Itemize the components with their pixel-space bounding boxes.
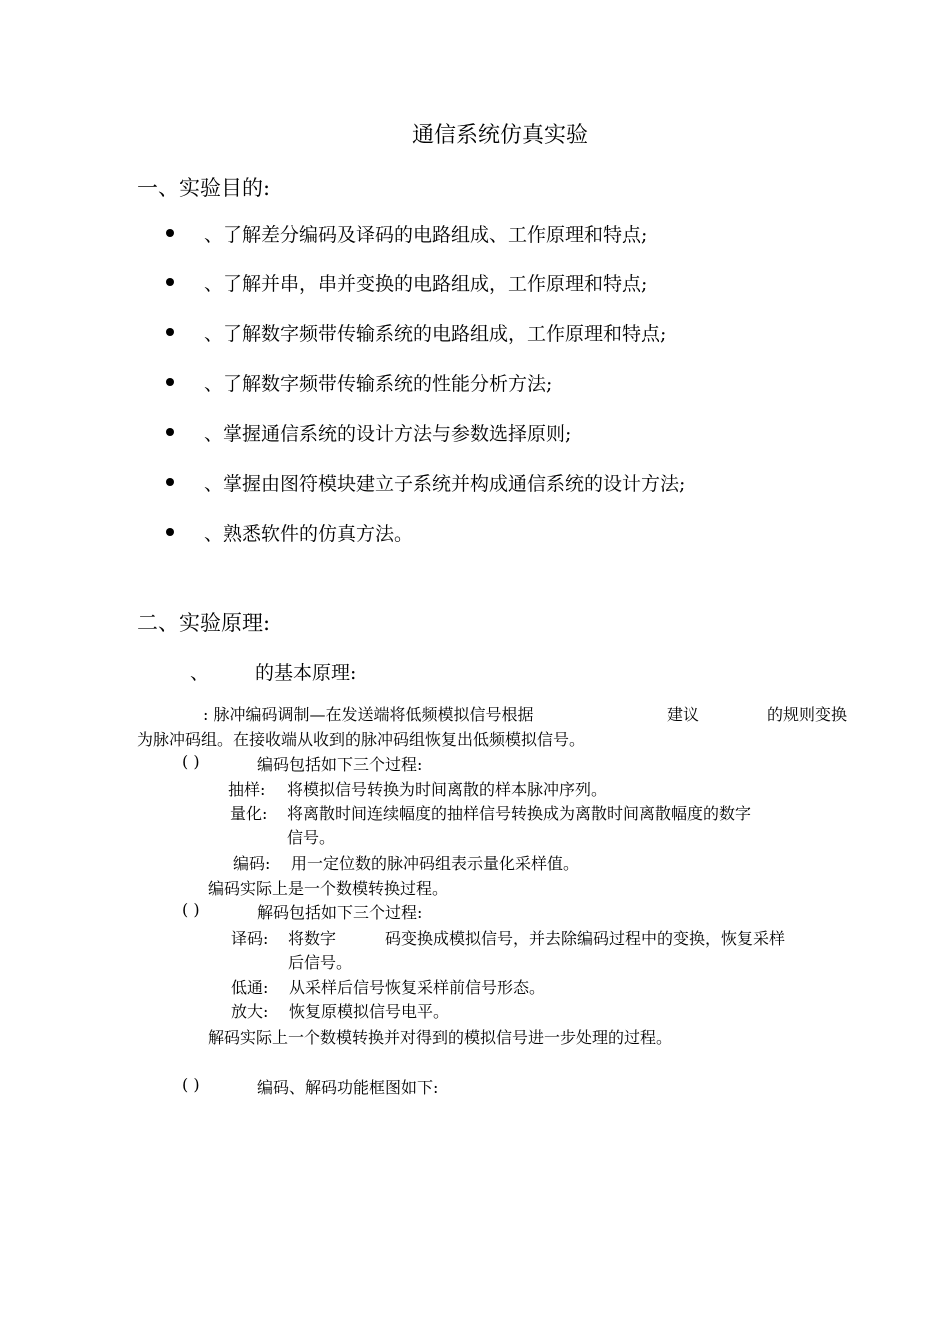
process-label: 抽样:: [228, 780, 266, 799]
bullet-icon: [166, 478, 174, 486]
list-item: 、掌握通信系统的设计方法与参数选择原则;: [204, 423, 572, 445]
process-text: 码变换成模拟信号，并去除编码过程中的变换，恢复采样: [385, 929, 786, 948]
process-text: 用一定位数的脉冲码组表示量化采样值。: [291, 854, 580, 873]
part-title: 编码包括如下三个过程:: [257, 755, 423, 774]
bullet-icon: [166, 528, 174, 536]
process-text: 将离散时间连续幅度的抽样信号转换成为离散时间离散幅度的数字: [287, 804, 752, 823]
process-label: 放大:: [231, 1002, 269, 1021]
intro-text: : 脉冲编码调制—在发送端将低频模拟信号根据: [203, 705, 534, 724]
process-label: 编码:: [233, 854, 271, 873]
page-title: 通信系统仿真实验: [411, 123, 588, 148]
list-item: 、熟悉软件的仿真方法。: [204, 523, 414, 545]
process-label: 量化:: [230, 804, 268, 823]
process-text: 后信号。: [288, 953, 353, 972]
paren-number: ( ): [182, 752, 200, 771]
paren-number: ( ): [182, 900, 200, 919]
bullet-icon: [166, 428, 174, 436]
list-item: 、了解数字频带传输系统的性能分析方法;: [204, 373, 553, 395]
part-title: 编码、解码功能框图如下:: [257, 1078, 439, 1097]
list-item: 、了解并串，串并变换的电路组成，工作原理和特点;: [204, 273, 648, 295]
process-text: 信号。: [287, 828, 336, 847]
process-text: 恢复原模拟信号电平。: [289, 1002, 450, 1021]
part-title: 解码包括如下三个过程:: [257, 903, 423, 922]
bullet-icon: [166, 378, 174, 386]
bullet-icon: [166, 328, 174, 336]
section2-heading: 二、实验原理:: [137, 611, 271, 635]
process-text: 将模拟信号转换为时间离散的样本脉冲序列。: [287, 780, 608, 799]
process-label: 译码:: [231, 929, 269, 948]
intro-text: 的规则变换: [767, 705, 848, 724]
list-item: 、了解数字频带传输系统的电路组成，工作原理和特点;: [204, 323, 667, 345]
bullet-icon: [166, 278, 174, 286]
section1-heading: 一、实验目的:: [137, 176, 271, 200]
list-item: 、了解差分编码及译码的电路组成、工作原理和特点;: [204, 224, 648, 246]
subsection-prefix: 、: [190, 662, 210, 684]
intro-text: 为脉冲码组。在接收端从收到的脉冲码组恢复出低频模拟信号。: [137, 730, 586, 749]
intro-text: 建议: [667, 705, 700, 724]
note-text: 编码实际上是一个数模转换过程。: [208, 879, 449, 898]
bullet-icon: [166, 229, 174, 237]
process-label: 低通:: [231, 978, 269, 997]
note-text: 解码实际上一个数模转换并对得到的模拟信号进一步处理的过程。: [208, 1028, 673, 1047]
list-item: 、掌握由图符模块建立子系统并构成通信系统的设计方法;: [204, 473, 686, 495]
paren-number: ( ): [182, 1075, 200, 1094]
process-text: 从采样后信号恢复采样前信号形态。: [289, 978, 546, 997]
process-text: 将数字: [288, 929, 337, 948]
subsection-title: 的基本原理:: [255, 662, 357, 684]
